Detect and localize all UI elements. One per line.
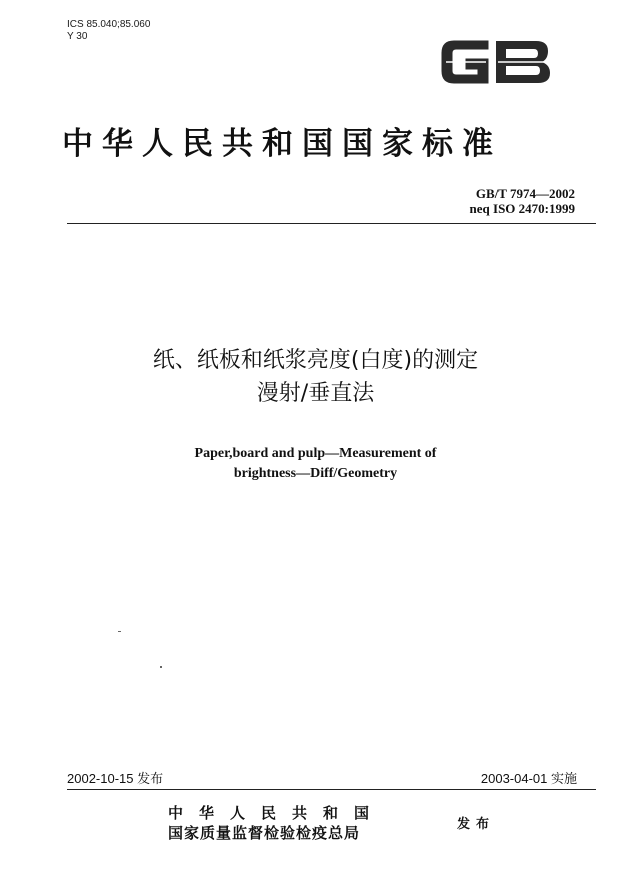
english-title-line-1: Paper,board and pulp—Measurement of (194, 446, 437, 461)
scan-speck (160, 666, 162, 668)
english-title-line-2: brightness—Diff/Geometry (233, 466, 398, 481)
issuer-agency: 国家质量监督检验检疫总局 (168, 824, 361, 842)
implementation-date: 2003-04-01 实施 (480, 771, 577, 786)
national-standard-title: 中华人民共和国国家标准 (62, 126, 502, 162)
standard-numbers (470, 186, 575, 216)
classification-codes (67, 19, 150, 43)
gb-logo-icon (436, 33, 556, 91)
ccs-code: Y 30 (67, 31, 88, 42)
iso-equivalence: neq ISO 2470:1999 (469, 201, 575, 216)
chinese-title-line-2: 漫射/垂直法 (256, 381, 375, 406)
issuer-country: 中华人民共和国 (168, 804, 386, 822)
issue-date: 2002-10-15 发布 (67, 771, 164, 786)
standard-number: GB/T 7974—2002 (475, 186, 575, 201)
chinese-document-title (0, 344, 631, 410)
issuing-authority (168, 803, 385, 843)
publish-label: 发布 (457, 817, 496, 832)
top-divider (67, 223, 596, 224)
chinese-title-line-1: 纸、纸板和纸浆亮度(白度)的测定 (152, 348, 479, 373)
scan-speck (118, 631, 121, 632)
bottom-divider (67, 789, 596, 790)
ics-code: ICS 85.040;85.060 (67, 19, 151, 30)
english-document-title (0, 444, 631, 484)
